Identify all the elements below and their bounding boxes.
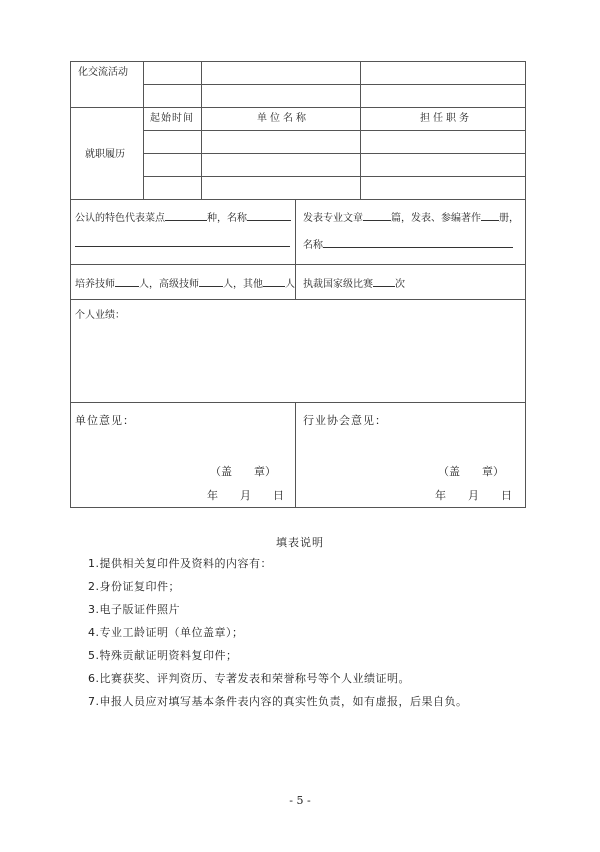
trainees-senior: 人，高级技师 [139,279,199,290]
publication-name-field [303,237,513,252]
other-count-blank[interactable] [263,276,285,287]
table-border-right [525,61,526,507]
publications-mid2: 册， [499,213,519,224]
technician-count-blank[interactable] [115,276,139,287]
page-number: - 5 - [289,794,311,807]
personal-achievements-label: 个人业绩： [75,310,125,321]
unit-seal-text: （盖 章） [210,465,276,478]
book-count-blank[interactable] [481,210,499,221]
grid-line [70,299,526,300]
publication-name-blank[interactable] [323,237,513,248]
grid-line [295,199,296,299]
grid-line [70,264,526,265]
column-header-position: 担任职务 [420,113,472,124]
grid-line [143,84,526,85]
association-date-text: 年 月 日 [435,489,512,502]
referee-field [303,276,405,291]
grid-line [70,199,526,200]
recognized-dishes-label: 公认的特色代表菜点 [75,213,165,224]
trainees-other: 人，其他 [223,279,263,290]
table-border-top [70,61,526,62]
grid-line [143,153,526,154]
column-header-unit-name: 单位名称 [257,113,309,124]
unit-opinion-label: 单位意见： [75,414,135,427]
notes-title: 填表说明 [276,536,324,549]
publications-label: 发表专业文章 [303,213,363,224]
trainees-unit: 人 [285,279,295,290]
grid-line [143,176,526,177]
grid-line [70,107,526,108]
note-item: 6.比赛获奖、评判资历、专著发表和荣誉称号等个人业绩证明。 [88,672,410,685]
referee-unit: 次 [395,279,405,290]
recognized-dishes-field [75,210,291,225]
association-opinion-label: 行业协会意见： [303,414,387,427]
dish-name-blank-line[interactable] [75,246,290,247]
grid-line [70,402,526,403]
note-item: 3.电子版证件照片 [88,603,180,616]
exchange-activity-label: 化交流活动 [78,67,128,78]
column-header-start-time: 起始时间 [150,113,194,124]
note-item: 4.专业工龄证明（单位盖章）； [88,626,244,639]
dish-name-blank[interactable] [247,210,291,221]
note-item: 7.申报人员应对填写基本条件表内容的真实性负责，如有虚报，后果自负。 [88,695,468,708]
publication-name-label: 名称 [303,240,323,251]
association-seal-text: （盖 章） [438,465,504,478]
article-count-blank[interactable] [363,210,391,221]
unit-date-text: 年 月 日 [207,489,284,502]
trainees-field [75,276,295,291]
recognized-dishes-unit: 种，名称 [207,213,247,224]
referee-count-blank[interactable] [373,276,395,287]
publications-field [303,210,519,225]
note-item: 5.特殊贡献证明资料复印件； [88,649,238,662]
note-item: 2.身份证复印件； [88,580,180,593]
table-border-bottom [70,507,526,508]
senior-technician-count-blank[interactable] [199,276,223,287]
employment-history-label: 就职履历 [85,149,125,160]
note-item: 1.提供相关复印件及资料的内容有： [88,557,272,570]
grid-line [295,402,296,507]
trainees-label: 培养技师 [75,279,115,290]
grid-line [143,130,526,131]
dish-count-blank[interactable] [165,210,207,221]
publications-mid1: 篇，发表、参编著作 [391,213,481,224]
table-border-left [70,61,71,507]
referee-label: 执裁国家级比赛 [303,279,373,290]
